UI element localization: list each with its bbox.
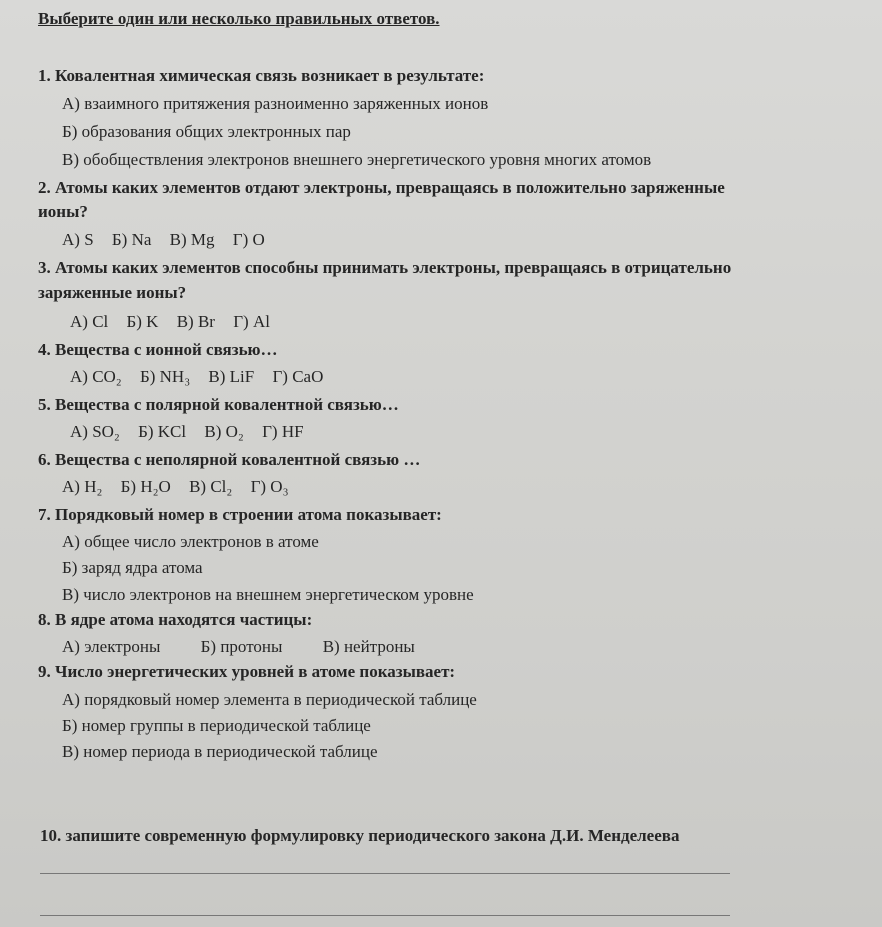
- question-2-option-c[interactable]: В) Mg: [169, 230, 215, 249]
- question-6-option-d[interactable]: Г) O₃: [250, 477, 289, 496]
- question-6: 6. Вещества с неполярной ковалентной связью …: [38, 450, 421, 469]
- question-9: 9. Число энергетических уровней в атоме показывает:: [38, 662, 456, 681]
- question-2-cont: ионы?: [38, 202, 88, 221]
- question-6-option-b[interactable]: Б) H₂O: [120, 477, 171, 496]
- question-5-option-d[interactable]: Г) HF: [262, 422, 304, 441]
- question-2: 2. Атомы каких элементов отдают электроны, превращаясь в положительно заряженные: [38, 178, 725, 197]
- question-1-option-c[interactable]: В) обобществления электронов внешнего энергетического уровня многих атомов: [62, 150, 652, 169]
- question-3-option-d[interactable]: Г) Al: [233, 312, 270, 331]
- question-3-options: [70, 312, 284, 332]
- answer-line-1[interactable]: [40, 873, 730, 874]
- question-4-option-b[interactable]: Б) NH₃: [139, 367, 191, 386]
- question-7-option-c[interactable]: В) число электронов на внешнем энергетическом уровне: [62, 585, 474, 604]
- question-8-option-a[interactable]: А) электроны: [62, 637, 161, 656]
- question-2-option-d[interactable]: Г) O: [232, 230, 265, 249]
- question-6-options: [62, 477, 303, 497]
- question-9-option-b[interactable]: Б) номер группы в периодической таблице: [62, 716, 371, 735]
- question-8-option-c[interactable]: В) нейтроны: [322, 637, 415, 656]
- answer-line-2[interactable]: [40, 915, 730, 916]
- question-4-option-d[interactable]: Г) CaO: [272, 367, 324, 386]
- question-5: 5. Вещества с полярной ковалентной связью…: [38, 395, 399, 414]
- question-4-option-a[interactable]: А) CO₂: [70, 367, 122, 386]
- question-2-options: [62, 230, 279, 250]
- question-5-options: [70, 422, 318, 442]
- question-6-option-a[interactable]: А) H₂: [62, 477, 103, 496]
- question-9-option-a[interactable]: А) порядковый номер элемента в периодической таблице: [62, 690, 477, 709]
- question-10: 10. запишите современную формулировку периодического закона Д.И. Менделеева: [40, 826, 680, 845]
- question-1: 1. Ковалентная химическая связь возникает в результате:: [38, 66, 485, 85]
- question-2-option-a[interactable]: А) S: [62, 230, 94, 249]
- question-9-option-c[interactable]: В) номер периода в периодической таблице: [62, 742, 378, 761]
- question-3-option-c[interactable]: В) Br: [176, 312, 215, 331]
- question-3-cont: заряженные ионы?: [38, 283, 187, 302]
- question-4-options: [70, 367, 337, 387]
- question-7: 7. Порядковый номер в строении атома показывает:: [38, 505, 442, 524]
- question-3-option-a[interactable]: А) Cl: [70, 312, 109, 331]
- question-2-option-b[interactable]: Б) Na: [111, 230, 152, 249]
- question-4: 4. Вещества с ионной связью…: [38, 340, 278, 359]
- question-5-option-c[interactable]: В) O₂: [204, 422, 244, 441]
- question-1-option-b[interactable]: Б) образования общих электронных пар: [62, 122, 351, 141]
- question-5-option-a[interactable]: А) SO₂: [70, 422, 120, 441]
- question-8: 8. В ядре атома находятся частицы:: [38, 610, 313, 629]
- question-5-option-b[interactable]: Б) KCl: [138, 422, 187, 441]
- question-3: 3. Атомы каких элементов способны принимать электроны, превращаясь в отрицательно: [38, 258, 732, 277]
- question-4-option-c[interactable]: В) LiF: [208, 367, 255, 386]
- question-6-option-c[interactable]: В) Cl₂: [189, 477, 233, 496]
- question-3-option-b[interactable]: Б) K: [126, 312, 159, 331]
- question-8-options: [62, 637, 429, 657]
- question-8-option-b[interactable]: Б) протоны: [200, 637, 283, 656]
- question-7-option-a[interactable]: А) общее число электронов в атоме: [62, 532, 319, 551]
- page-title: Выберите один или несколько правильных ответов.: [38, 9, 440, 28]
- question-1-option-a[interactable]: А) взаимного притяжения разноименно заряженных ионов: [62, 94, 489, 113]
- question-7-option-b[interactable]: Б) заряд ядра атома: [62, 558, 203, 577]
